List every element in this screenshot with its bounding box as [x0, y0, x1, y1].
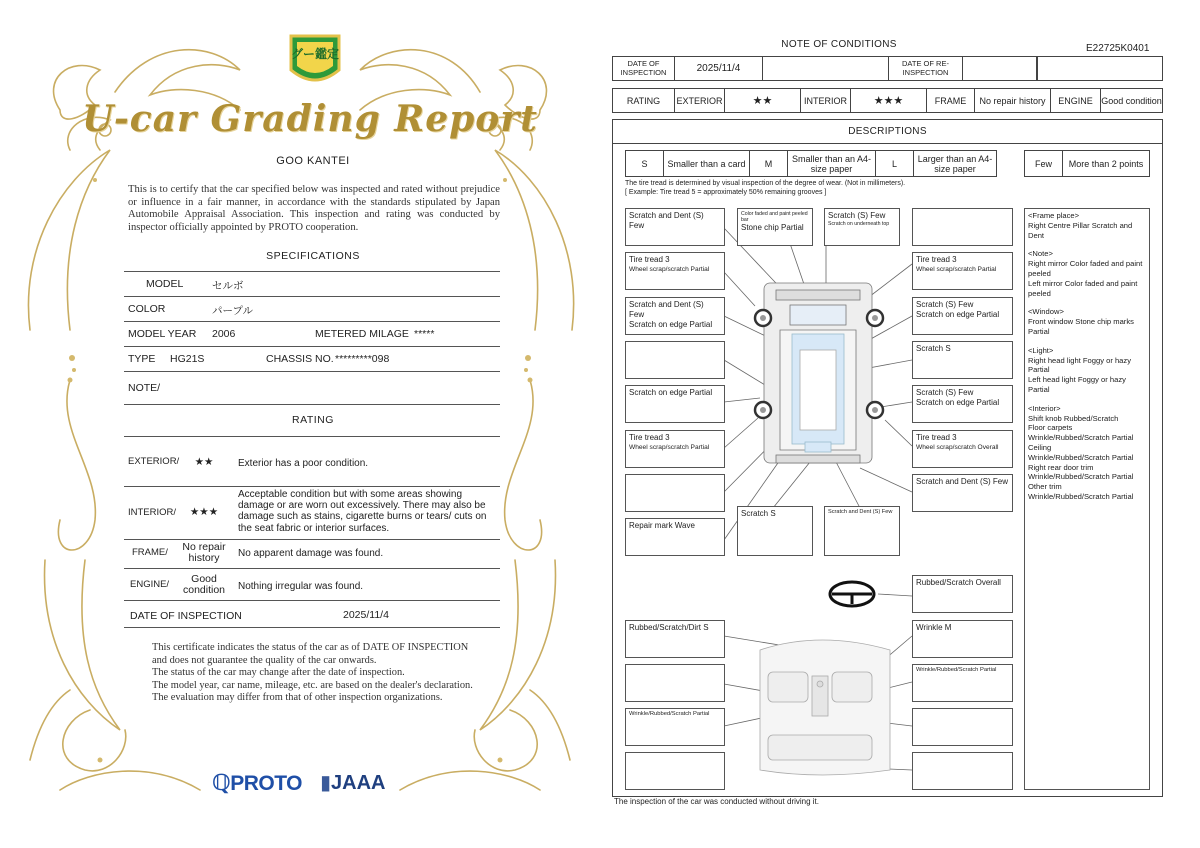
side-note-line: Wrinkle/Rubbed/Scratch Partial — [1028, 452, 1134, 462]
note-small-text: Scratch on underneath top — [828, 221, 890, 227]
divider — [124, 568, 500, 569]
note-text: Repair mark Wave — [629, 521, 695, 530]
note-box — [625, 474, 725, 512]
chassis-value: *********098 — [335, 353, 390, 365]
footer-line: The model year, car name, mileage, etc. are based on the dealer's declaration. — [152, 679, 473, 691]
side-note-group — [1028, 307, 1146, 336]
certificate-title: U-car Grading Report — [82, 98, 538, 140]
note-box — [824, 506, 900, 556]
side-note-line: Other trim — [1028, 482, 1062, 492]
legend-m-desc: Smaller than an A4-size paper — [788, 151, 876, 176]
frame-value: No repair history — [975, 89, 1051, 112]
side-note-heading: <Window> — [1028, 307, 1064, 317]
legend-l-desc: Larger than an A4-size paper — [917, 153, 993, 174]
divider — [124, 486, 500, 487]
side-note-line: Right head light Foggy or hazy Partial — [1028, 355, 1131, 375]
date-of-inspection-value: 2025/11/4 — [343, 609, 389, 621]
report-code: E22725K0401 — [1086, 43, 1150, 54]
note-box — [912, 341, 1013, 379]
note-box — [912, 252, 1013, 290]
footer-line: The evaluation may differ from that of other inspection organizations. — [152, 692, 443, 703]
model-year-value: 2006 — [212, 328, 236, 340]
note-text: Scratch and Dent (S) Few — [916, 477, 1009, 486]
rating-label: RATING — [613, 89, 675, 112]
side-note-line: Left head light Foggy or hazy Partial — [1028, 375, 1126, 394]
divider — [124, 404, 500, 405]
side-note-line: Shift knob Rubbed/Scratch — [1028, 413, 1119, 423]
divider — [124, 600, 500, 601]
tread-example-note: [ Example: Tire tread 5 = approximately 50% remaining grooves ] — [625, 189, 827, 196]
note-text: Scratch (S) Few — [916, 300, 974, 309]
note-text: Rubbed/Scratch/Dirt S — [629, 623, 709, 632]
side-note-group — [1028, 249, 1146, 298]
type-label: TYPE — [128, 353, 156, 365]
side-note-heading: <Note> — [1028, 249, 1053, 259]
note-box — [625, 708, 725, 746]
legend-s-desc: Smaller than a card — [664, 151, 750, 176]
certificate-subtitle: GOO KANTEI — [276, 155, 350, 167]
frame-description: No apparent damage was found. — [238, 548, 384, 559]
note-box — [912, 385, 1013, 423]
footer-line: This certificate indicates the status of the car as of DATE OF INSPECTION and does not guarantee the quality of the car onwards. — [152, 642, 469, 666]
side-note-group — [1028, 404, 1146, 502]
note-box — [625, 620, 725, 658]
note-box — [625, 430, 725, 468]
engine-description: Nothing irregular was found. — [238, 581, 364, 592]
footer-line: The status of the car may change after the date of inspection. — [152, 667, 405, 678]
note-text: Scratch S — [916, 344, 951, 353]
note-small-text: Color faded and paint peeled bar — [741, 211, 808, 224]
note-text: Stone chip Partial — [741, 223, 804, 233]
engine-value: Good condition — [182, 573, 226, 596]
note-text: Wheel scrap/scratch Partial — [916, 266, 997, 273]
note-box — [912, 474, 1013, 512]
divider — [124, 321, 500, 322]
side-note-group — [1028, 211, 1146, 240]
note-text: Scratch (S) Few — [916, 388, 974, 397]
metered-milage-label: METERED MILAGE — [315, 328, 409, 340]
legend-l: L — [876, 151, 914, 176]
divider — [124, 346, 500, 347]
legend-m: M — [750, 151, 788, 176]
note-box — [912, 430, 1013, 468]
note-text: Scratch on edge Partial — [629, 388, 713, 397]
certificate-footer — [152, 642, 482, 705]
note-box — [625, 341, 725, 379]
descriptions-heading: DESCRIPTIONS — [613, 120, 1162, 144]
note-box — [737, 506, 813, 556]
legend-s: S — [626, 151, 664, 176]
interior-stars: ★★★ — [189, 506, 219, 518]
note-box — [625, 252, 725, 290]
note-text: Tire tread 3 — [916, 433, 957, 442]
note-small-text: Scratch and Dent (S) Few — [828, 509, 893, 515]
note-text: Wheel scrap/scratch Overall — [916, 444, 999, 451]
side-note-line: Ceiling — [1028, 442, 1052, 452]
note-box — [912, 575, 1013, 613]
engine-value: Good condition — [1101, 95, 1162, 106]
note-box — [912, 708, 1013, 746]
interior-description: Acceptable condition but with some areas showing damage or are worn out excessively. There may also be damage such as stains, cigarette burns or tears/ cuts on the seat fabric or interior surfaces. — [238, 489, 487, 534]
note-text: Scratch and Dent (S) Few — [629, 300, 704, 319]
jaaa-logo-text: JAAA — [331, 772, 386, 794]
model-year-label: MODEL YEAR — [128, 328, 197, 340]
frame-value: No repair history — [182, 541, 226, 564]
date-of-inspection-label: DATE OF INSPECTION — [130, 610, 242, 622]
car-interior-view — [760, 640, 890, 775]
side-note-heading: <Light> — [1028, 345, 1054, 355]
engine-label: ENGINE — [1051, 89, 1101, 112]
side-note-line: Right rear door trim — [1028, 462, 1094, 472]
color-label: COLOR — [128, 303, 166, 315]
specifications-heading: SPECIFICATIONS — [266, 250, 360, 262]
date-of-inspection-value: 2025/11/4 — [675, 57, 763, 80]
exterior-description: Exterior has a poor condition. — [238, 458, 369, 469]
note-label: NOTE/ — [128, 382, 161, 394]
note-text: Scratch on edge Partial — [629, 320, 713, 329]
note-box — [625, 385, 725, 423]
note-text: Wrinkle M — [916, 623, 952, 632]
side-note-line: Right Centre Pillar Scratch and Dent — [1028, 220, 1133, 240]
note-box — [625, 752, 725, 790]
note-box — [912, 208, 1013, 246]
side-note-heading: <Interior> — [1028, 403, 1061, 413]
exterior-stars: ★★ — [725, 89, 801, 112]
note-text: Scratch S — [741, 509, 776, 518]
note-text: Rubbed/Scratch Overall — [916, 578, 1001, 587]
legend-few: Few — [1025, 151, 1063, 176]
note-box — [625, 664, 725, 702]
exterior-label: EXTERIOR/ — [128, 456, 180, 467]
note-text: Scratch and Dent (S) Few — [629, 211, 704, 230]
type-value: HG21S — [170, 353, 205, 365]
model-label: MODEL — [146, 278, 184, 290]
tread-note: The tire tread is determined by visual inspection of the degree of wear. (Not in millimeters). — [625, 180, 906, 187]
legend-few-desc: More than 2 points — [1068, 158, 1144, 169]
side-note-line: Front window Stone chip marks Partial — [1028, 317, 1134, 336]
logo-text: グー鑑定 — [290, 47, 340, 61]
note-text: Wheel scrap/scratch Partial — [629, 266, 710, 273]
note-of-conditions-sheet — [600, 0, 1200, 848]
note-text: Scratch (S) Few — [828, 211, 886, 220]
side-note-line: Wrinkle/Rubbed/Scratch Partial — [1028, 433, 1134, 443]
note-box — [625, 208, 725, 246]
divider — [124, 436, 500, 437]
color-value: パープル — [212, 305, 254, 317]
exterior-label: EXTERIOR — [675, 89, 725, 112]
note-text: Tire tread 3 — [629, 433, 670, 442]
proto-logo-text: PROTO — [230, 772, 302, 795]
rating-heading: RATING — [292, 414, 334, 426]
side-note-line: Left mirror Color faded and paint peeled — [1028, 278, 1138, 298]
divider — [124, 627, 500, 628]
divider — [124, 371, 500, 372]
note-text: Scratch on edge Partial — [916, 398, 1000, 407]
proto-logo: ℚPROTO — [212, 770, 302, 795]
steering-wheel-icon — [830, 582, 874, 606]
divider — [124, 296, 500, 297]
side-note-line: Wrinkle/Rubbed/Scratch Partial — [1028, 472, 1134, 482]
model-value: セルボ — [212, 280, 244, 292]
note-text: Tire tread 3 — [916, 255, 957, 264]
certificate-intro: This is to certify that the car specified below was inspected and rated without prejudice or influence in a fair manner, in accordance with the standards stipulated by Japan Automobile Appraisal Association. This inspection and rating was conducted by inspector officially appointed by PROTO cooperation. — [128, 184, 500, 233]
note-box — [912, 664, 1013, 702]
date-of-inspection-label: DATE OF INSPECTION — [613, 57, 675, 80]
note-small-text: Wrinkle/Rubbed/Scratch Partial — [629, 711, 710, 717]
note-box — [912, 297, 1013, 335]
note-box — [625, 518, 725, 556]
side-note-heading: <Frame place> — [1028, 211, 1080, 220]
interior-label: INTERIOR/ — [128, 507, 177, 518]
sheet-title: NOTE OF CONDITIONS — [781, 39, 897, 50]
frame-label: FRAME — [927, 89, 975, 112]
goo-kantei-logo — [287, 32, 343, 92]
side-note-line: Right mirror Color faded and paint peeled — [1028, 259, 1143, 278]
date-of-reinspection-label: DATE OF RE-INSPECTION — [889, 57, 963, 80]
car-top-view — [764, 283, 872, 463]
metered-milage-value: ***** — [414, 328, 435, 340]
engine-label: ENGINE/ — [130, 579, 170, 590]
side-note-group — [1028, 346, 1146, 395]
note-box — [824, 208, 900, 246]
exterior-stars: ★★ — [194, 456, 214, 468]
frame-label: FRAME/ — [132, 547, 168, 558]
chassis-label: CHASSIS NO. — [266, 353, 334, 365]
inspection-footnote: The inspection of the car was conducted without driving it. — [614, 797, 819, 806]
divider — [124, 271, 500, 272]
note-text: Wheel scrap/scratch Partial — [629, 444, 710, 451]
note-text: Tire tread 3 — [629, 255, 670, 264]
side-note-line: Wrinkle/Rubbed/Scratch Partial — [1028, 491, 1134, 501]
note-box — [625, 297, 725, 335]
note-text: Scratch on edge Partial — [916, 310, 1000, 319]
divider — [124, 539, 500, 540]
jaaa-logo: ▮JAAA — [320, 772, 386, 794]
note-box — [912, 752, 1013, 790]
interior-stars: ★★★ — [851, 89, 927, 112]
note-box — [912, 620, 1013, 658]
note-small-text: Wrinkle/Rubbed/Scratch Partial — [916, 667, 997, 673]
side-note-line: Floor carpets — [1028, 423, 1073, 433]
note-box — [737, 208, 813, 246]
interior-label: INTERIOR — [801, 89, 851, 112]
side-notes-panel — [1024, 208, 1150, 790]
